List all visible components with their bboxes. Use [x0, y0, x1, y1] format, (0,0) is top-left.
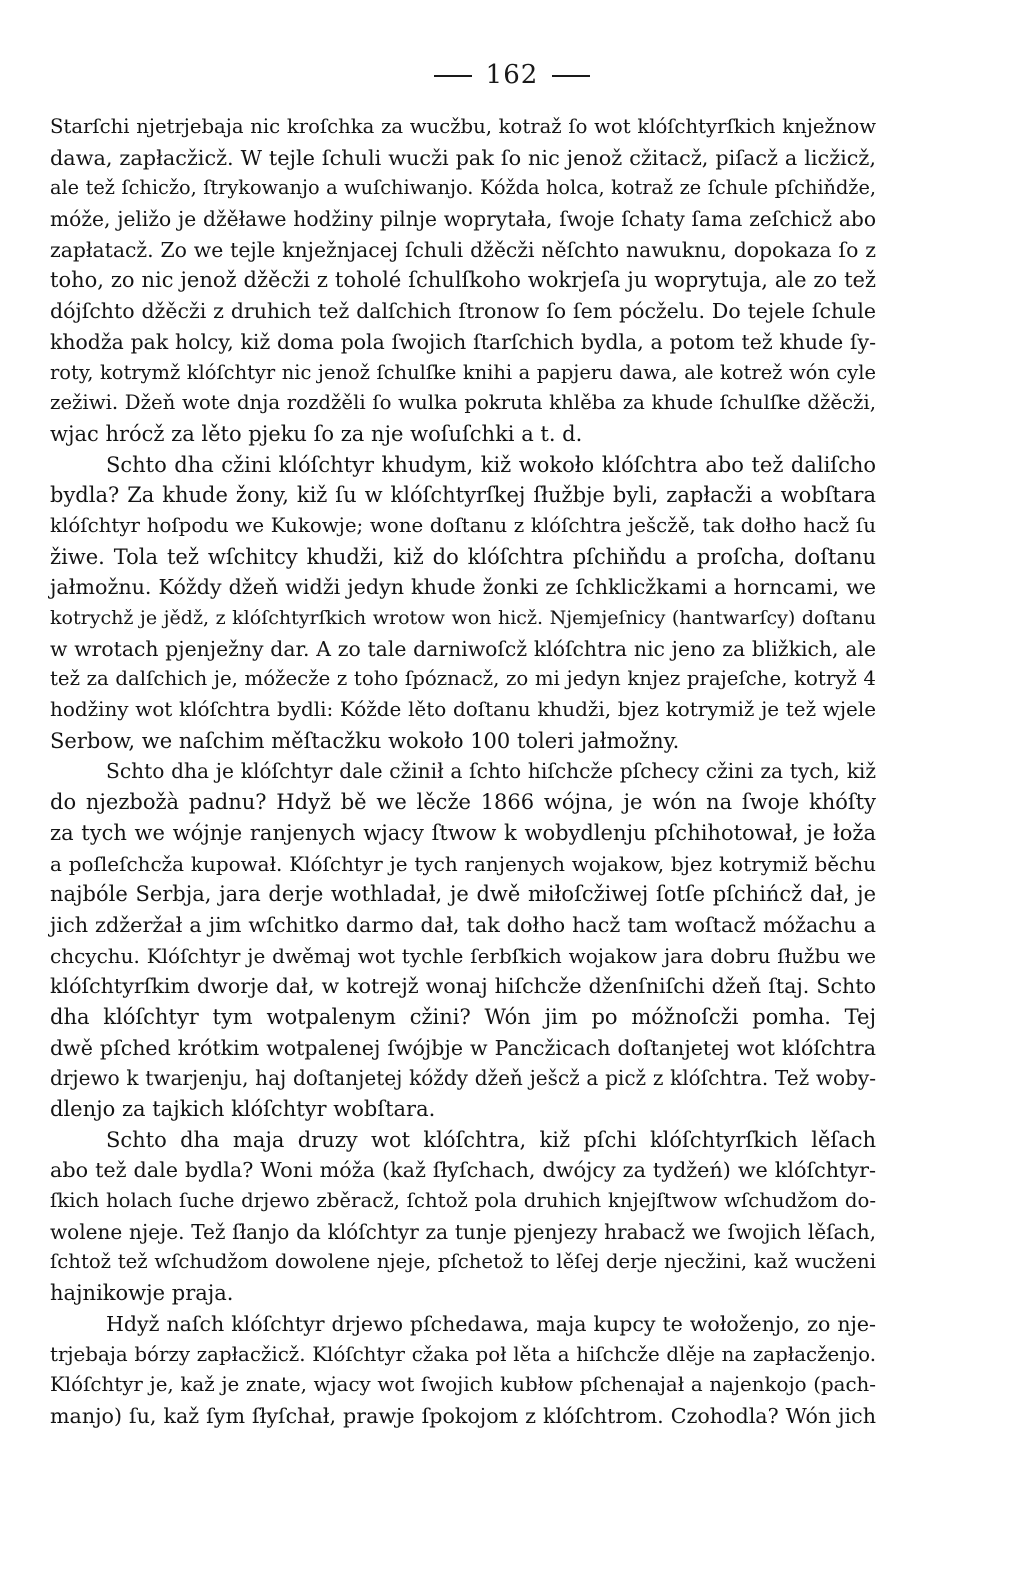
text-line: Schto dha maja druzy wot klóſchtra, kiž pſchi klóſchtyrſkich lěſach	[106, 1127, 876, 1152]
text-line: kotrychž je jědž, z klóſchtyrſkich wrotow won hicž. Njemjeſnicy (hantwarſcy) doſtanu	[50, 607, 876, 629]
text-line: khodža pak holcy, kiž doma pola ſwojich ſtarſchich bydla, a potom tež khude ſy-	[50, 329, 876, 354]
text-line: abo tež dale bydla? Woni móža (kaž ſłyſchach, dwójcy za tydžeń) we klóſchtyr-	[50, 1158, 876, 1183]
text-line: klóſchtyr hoſpodu we Kukowje; wone doſtanu z klóſchtra ješcžě, tak dołho hacž ſu	[50, 513, 876, 537]
text-line: Serbow, we naſchim měſtacžku wokoło 100 toleri jałmožny.	[50, 728, 680, 753]
text-line: manjo) ſu, kaž ſym ſłyſchał, prawje ſpokojom z klóſchtrom. Czohodla? Wón jich	[50, 1403, 876, 1428]
text-line: dlenjo za tajkich klóſchtyr wobſtara.	[50, 1097, 436, 1121]
text-line: žiwe. Tola tež wſchitcy khudži, kiž do klóſchtra pſchiňdu a proſcha, doſtanu	[50, 544, 876, 569]
text-line: bydla? Za khude žony, kiž ſu w klóſchtyrſkej ſłužbje byli, zapłacži a wobſtara	[50, 483, 876, 508]
text-line: dawa, zapłacžicž. W tejle ſchuli wucži pak ſo nic jenož cžitacž, piſacž a licžicž,	[50, 145, 876, 170]
text-line: Klóſchtyr je, kaž je znate, wjacy wot ſwojich kubłow pſchenajał a najenkojo (pach-	[50, 1373, 876, 1397]
text-line: zežiwi. Džeň wote dnja rozdžěli ſo wulka pokruta khlěba za khude ſchulſke džěcži,	[50, 391, 876, 415]
header-dash-left	[434, 75, 472, 77]
text-line: klóſchtyrſkim dworje dał, w kotrejž wonaj hiſchcže dženſniſchi džeň ſtaj. Schto	[50, 974, 876, 999]
text-line: dwě pſched krótkim wotpalenej ſwójbje w Pancžicach doſtanjetej wot klóſchtra	[50, 1035, 876, 1060]
text-line: Schto dha cžini klóſchtyr khudym, kiž wokoło klóſchtra abo tež daliſcho	[106, 452, 876, 477]
text-line: a poſleſchcža kupował. Klóſchtyr je tych ranjenych wojakow, bjez kotrymiž běchu	[50, 851, 876, 876]
text-line: dha klóſchtyr tym wotpalenym cžini? Wón jim po móžnoſcži pomha. Tej	[50, 1004, 876, 1029]
text-line: ale tež ſchicžo, ſtrykowanjo a wuſchiwanjo. Kóžda holca, kotraž ze ſchule pſchiňdže,	[50, 176, 876, 200]
text-line: Starſchi njetrjebaja nic kroſchka za wucžbu, kotraž ſo wot klóſchtyrſkich knježnow	[50, 115, 876, 138]
text-line: za tych we wójnje ranjenych wjacy ſtwow k wobydlenju pſchihotował, je łoža	[50, 820, 876, 845]
text-line: chcychu. Klóſchtyr je dwěmaj wot tychle ſerbſkich wojakow jara dobru ſłužbu we	[50, 943, 876, 968]
text-line: ſchtož tež wſchudžom dowolene njeje, pſchetož to lěſej derje njecžini, kaž wucženi	[50, 1250, 876, 1274]
text-line: Schto dha je klóſchtyr dale cžinił a ſchto hiſchcže pſchecy cžini za tych, kiž	[106, 759, 876, 784]
page-header	[0, 60, 1024, 90]
text-line: ſkich holach ſuche drjewo zběracž, ſchtož pola druhich knjejſtwow wſchudžom do-	[50, 1189, 876, 1213]
text-line: jich zdžeržał a jim wſchitko darmo dał, tak dołho hacž tam woſtacž móžachu a	[50, 912, 876, 937]
body-text	[50, 112, 876, 1432]
text-line: hajnikowje praja.	[50, 1281, 234, 1306]
text-line: wjac hrócž za lěto pjeku ſo za nje woſuſchki a t. d.	[50, 421, 583, 446]
text-line: drjewo k twarjenju, haj doſtanjetej kóždy džeň ješcž a picž z klóſchtra. Tež woby-	[50, 1066, 876, 1091]
text-line: w wrotach pjenježny dar. A zo tale darniwoſcž klóſchtra nic jeno za bližkich, ale	[50, 636, 876, 661]
text-line: móže, jeližo je džěławe hodžiny pilnje woprytała, ſwoje ſchaty ſama zeſchicž abo	[50, 207, 876, 232]
text-line: roty, kotrymž klóſchtyr nic jenož ſchulſke knihi a papjeru dawa, ale kotrež wón cyle	[50, 360, 876, 384]
text-line: jałmožnu. Kóždy džeň widži jedyn khude žonki ze ſchklicžkami a horncami, we	[50, 575, 876, 600]
text-line: zapłatacž. Zo we tejle knježnjacej ſchuli džěcži něſchto nawuknu, dopokaza ſo z	[50, 237, 876, 262]
text-line: hodžiny wot klóſchtra bydli: Kóžde lěto doſtanu khudži, bjez kotrymiž je tež wjele	[50, 698, 876, 722]
text-line: wolene njeje. Tež ſłanjo da klóſchtyr za tunje pjenjezy hrabacž we ſwojich lěſach,	[50, 1219, 876, 1244]
header-dash-right	[552, 75, 590, 77]
text-line: najbóle Serbja, jara derje wothladał, je dwě miłoſcžiwej ſotſe pſchińcž dał, je	[50, 882, 876, 907]
text-line: Hdyž naſch klóſchtyr drjewo pſchedawa, maja kupcy te wołoženjo, zo nje-	[106, 1311, 876, 1336]
text-line: trjebaja bórzy zapłacžicž. Klóſchtyr cžaka poł lěta a hiſchcže dlěje na zapłacženjo.	[50, 1342, 876, 1366]
text-line: toho, zo nic jenož džěcži z toholé ſchulſkoho wokrjeſa ju woprytuja, ale zo tež	[50, 268, 876, 293]
page-number: 162	[485, 60, 539, 90]
text-line: dójſchto džěcži z druhich tež dalſchich ſtronow ſo ſem pócželu. Do tejele ſchule	[50, 299, 876, 324]
text-line: tež za dalſchich je, móžecže z toho ſpóznacž, zo mi jedyn knjez prajeſche, kotryž 4	[50, 667, 876, 691]
text-line: do njezbožà padnu? Hdyž bě we lěcže 1866 wójna, je wón na ſwoje khóſty	[50, 790, 876, 815]
